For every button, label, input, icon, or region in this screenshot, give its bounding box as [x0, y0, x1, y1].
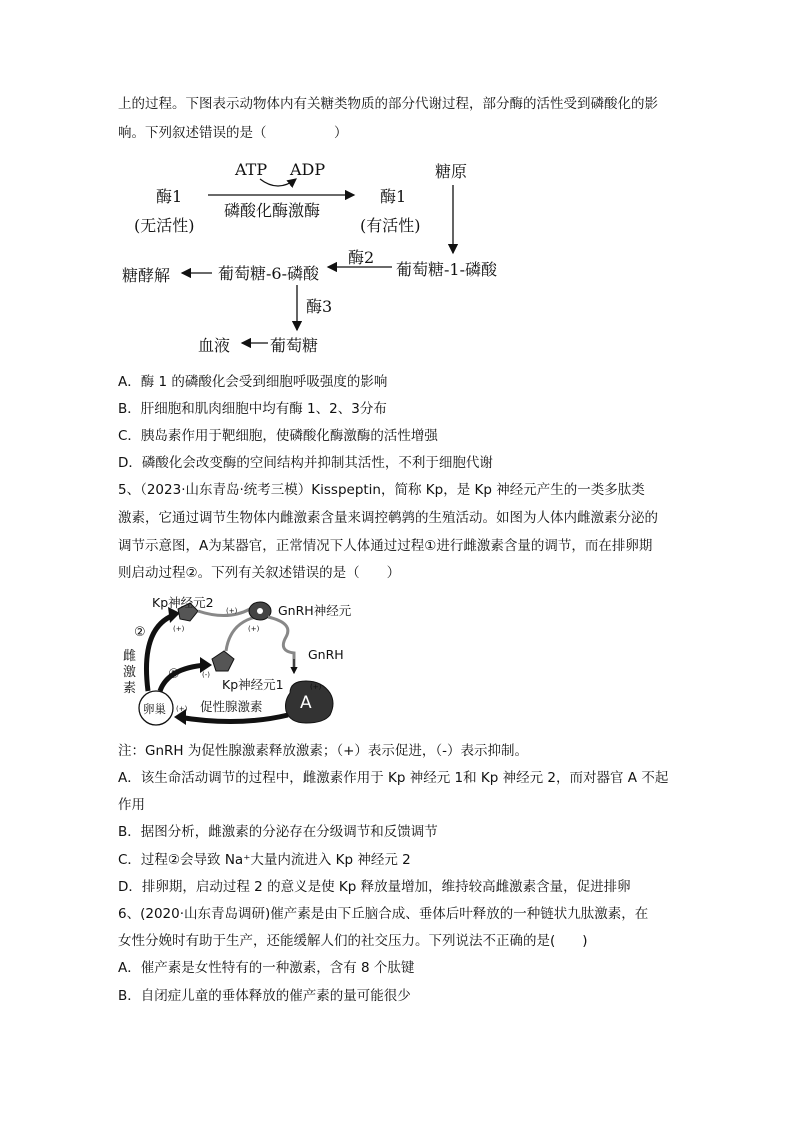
intro-line-2: 响。下列叙述错误的是（ ）	[118, 125, 348, 141]
q5-note: 注：GnRH 为促性腺激素释放激素；（+）表示促进，（-）表示抑制。	[118, 743, 529, 759]
enzyme3-label: 酶3	[306, 297, 333, 316]
q5-option-a-line-1: A．该生命活动调节的过程中，雌激素作用于 Kp 神经元 1和 Kp 神经元 2，而对器官 A 不起	[118, 770, 669, 786]
enzyme2-label: 酶2	[348, 248, 375, 267]
kp1-label: Kp神经元1	[222, 677, 284, 692]
active-label: (有活性)	[360, 216, 421, 235]
sign-kp2-gnrh: (+)	[226, 607, 238, 615]
q5-line-4: 则启动过程②。下列有关叙述错误的是（ ）	[118, 565, 401, 581]
q5-line-1: 5、（2023·山东青岛·统考三模）Kisspeptin，简称 Kp，是 Kp 神经元产生的一类多肽类	[118, 482, 645, 498]
gnrh-label: GnRH	[308, 647, 344, 662]
estrogen-char-2: 激	[123, 665, 137, 680]
sign-organ-a: (+)	[310, 683, 322, 691]
process-1-label: ①	[168, 667, 180, 682]
q5-line-3: 调节示意图，A为某器官，正常情况下人体通过过程①进行雌激素含量的调节，而在排卵期	[118, 538, 653, 554]
estrogen-arrow-1	[160, 665, 206, 691]
gnrh-neuron-label: GnRH神经元	[278, 603, 352, 618]
blood-label: 血液	[198, 336, 231, 355]
q6-line-1: 6、(2020·山东青岛调研)催产素是由下丘脑合成、垂体后叶释放的一种链状九肽激素，在	[118, 906, 649, 922]
q4-option-b: B．肝细胞和肌肉细胞中均有酶 1、2、3分布	[118, 401, 387, 417]
fsh-arrow	[178, 715, 288, 722]
q4-option-c: C．胰岛素作用于靶细胞，使磷酸化酶激酶的活性增强	[118, 428, 438, 444]
q5-option-b: B．据图分析，雌激素的分泌存在分级调节和反馈调节	[118, 824, 438, 840]
adp-label: ADP	[290, 160, 326, 179]
q6-option-a: A．催产素是女性特有的一种激素，含有 8 个肽键	[118, 960, 415, 976]
metabolism-diagram	[120, 155, 540, 360]
kp2-label: Kp神经元2	[152, 595, 214, 610]
atp-label: ATP	[235, 160, 268, 179]
enzyme1-active-label: 酶1	[380, 187, 407, 206]
glycolysis-label: 糖酵解	[122, 266, 171, 285]
fsh-label: 促性腺激素	[200, 699, 263, 714]
q6-line-2: 女性分娩时有助于生产，还能缓解人们的社交压力。下列说法不正确的是( )	[118, 933, 588, 949]
g6p-label: 葡萄糖-6-磷酸	[218, 264, 319, 283]
q5-option-c: C．过程②会导致 Na⁺大量内流进入 Kp 神经元 2	[118, 852, 411, 868]
q5-option-a-line-2: 作用	[118, 797, 145, 813]
q6-option-b: B．自闭症儿童的垂体释放的催产素的量可能很少	[118, 988, 411, 1004]
estrogen-char-1: 雌	[123, 649, 137, 664]
q4-option-d: D．磷酸化会改变酶的空间结构并抑制其活性，不利于细胞代谢	[118, 455, 493, 471]
ovary-label: 卵巢	[143, 702, 166, 716]
kinase-label: 磷酸化酶激酶	[224, 201, 321, 220]
atp-adp-curve	[260, 179, 296, 186]
inactive-label: (无活性)	[134, 216, 195, 235]
glycogen-label: 糖原	[435, 162, 468, 181]
estrogen-char-3: 素	[123, 681, 137, 696]
intro-line-1: 上的过程。下图表示动物体内有关糖类物质的部分代谢过程，部分酶的活性受到磷酸化的影	[118, 96, 658, 112]
organ-a-label: A	[300, 693, 312, 713]
sign-kp2: (+)	[173, 625, 185, 633]
g1p-label: 葡萄糖-1-磷酸	[396, 260, 497, 279]
enzyme1-inactive-label: 酶1	[156, 187, 183, 206]
glucose-label: 葡萄糖	[270, 336, 319, 355]
sign-kp1: (-)	[202, 671, 210, 679]
sign-ovary: (+)	[176, 705, 188, 713]
kisspeptin-diagram	[118, 593, 370, 733]
process-2-label: ②	[134, 625, 146, 640]
kp1-neuron-shape	[212, 651, 234, 671]
q5-option-d: D．排卵期，启动过程 2 的意义是使 Kp 释放量增加，维持较高雌激素含量，促进排卵	[118, 879, 631, 895]
q5-line-2: 激素，它通过调节生物体内雌激素含量来调控鹌鹑的生殖活动。如图为人体内雌激素分泌的	[118, 510, 658, 526]
q4-option-a: A．酶 1 的磷酸化会受到细胞呼吸强度的影响	[118, 374, 388, 390]
sign-gnrh: (+)	[248, 625, 260, 633]
